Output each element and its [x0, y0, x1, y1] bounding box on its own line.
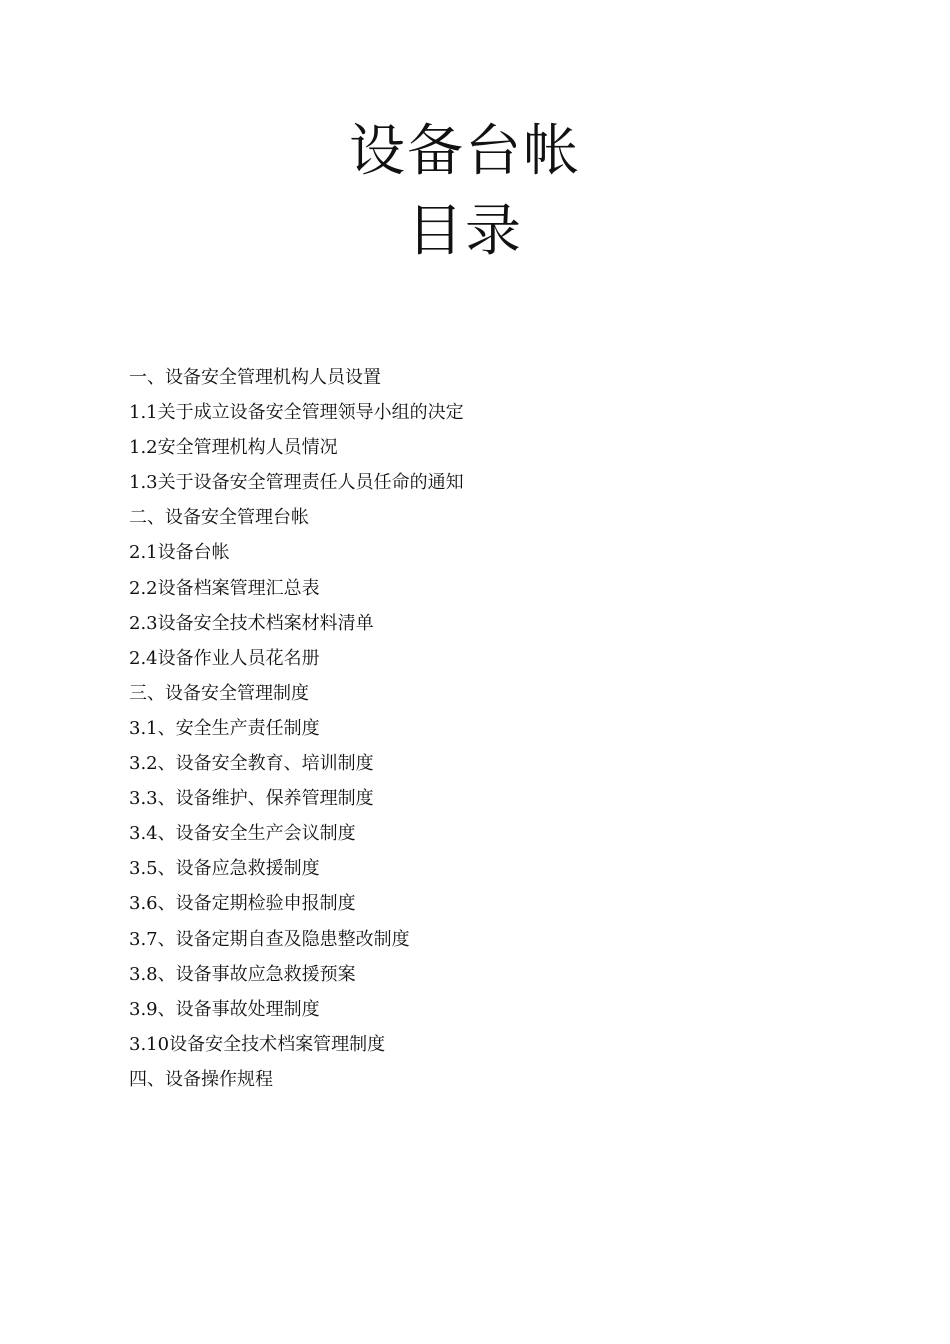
toc-section-1: 一、设备安全管理机构人员设置 — [129, 367, 381, 388]
toc-item-3-9: 3.9、设备事故处理制度 — [129, 998, 320, 1020]
toc-item-3-2: 3.2、设备安全教育、培训制度 — [129, 753, 374, 775]
toc-item-1-1: 1.1关于成立设备安全管理领导小组的决定 — [129, 402, 464, 424]
toc-item-2-4: 2.4设备作业人员花名册 — [129, 647, 320, 669]
toc-heading: 目录 — [407, 199, 523, 264]
toc-item-3-5: 3.5、设备应急救援制度 — [129, 858, 320, 880]
document-title: 设备台帐 — [349, 119, 581, 184]
toc-section-3: 三、设备安全管理制度 — [129, 682, 309, 704]
toc-item-1-3: 1.3关于设备安全管理责任人员任命的通知 — [129, 472, 464, 494]
toc-item-3-6: 3.6、设备定期检验申报制度 — [129, 893, 356, 915]
toc-item-3-4: 3.4、设备安全生产会议制度 — [129, 823, 356, 845]
toc-item-2-2: 2.2设备档案管理汇总表 — [129, 577, 320, 599]
toc-item-3-7: 3.7、设备定期自查及隐患整改制度 — [129, 928, 410, 950]
table-of-contents — [129, 364, 464, 1101]
toc-item-2-1: 2.1设备台帐 — [129, 542, 230, 564]
toc-item-3-10: 3.10设备安全技术档案管理制度 — [129, 1033, 386, 1055]
toc-item-3-3: 3.3、设备维护、保养管理制度 — [129, 788, 374, 810]
toc-item-3-1: 3.1、安全生产责任制度 — [129, 717, 320, 739]
toc-section-2: 二、设备安全管理台帐 — [129, 507, 309, 529]
toc-section-4: 四、设备操作规程 — [129, 1068, 273, 1090]
toc-item-3-8: 3.8、设备事故应急救援预案 — [129, 963, 356, 985]
toc-item-1-2: 1.2安全管理机构人员情况 — [129, 437, 338, 459]
toc-item-2-3: 2.3设备安全技术档案材料清单 — [129, 612, 374, 634]
